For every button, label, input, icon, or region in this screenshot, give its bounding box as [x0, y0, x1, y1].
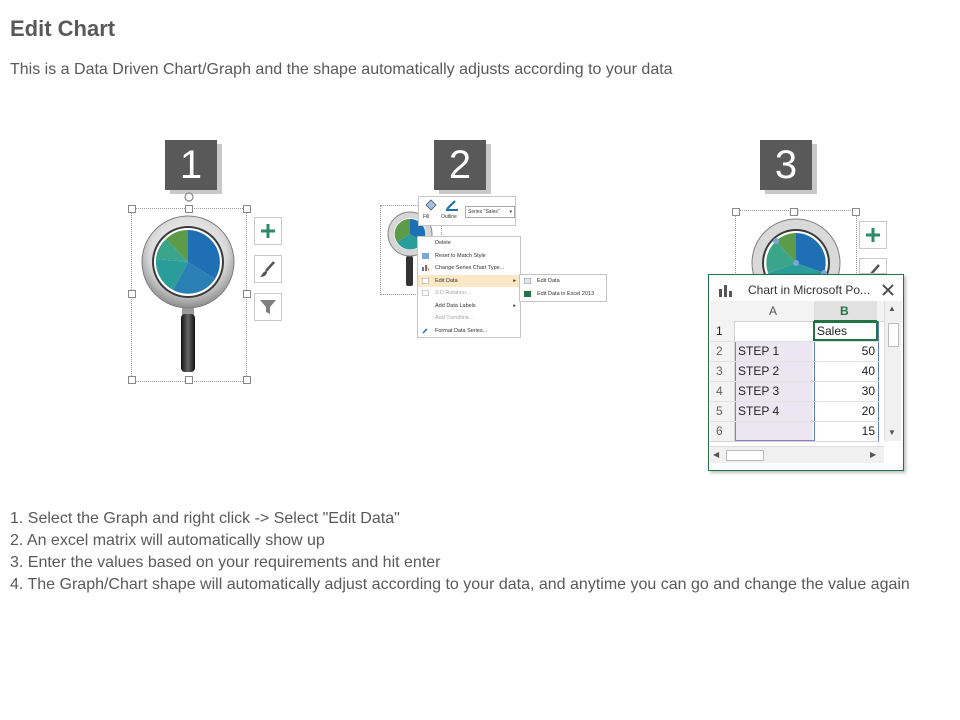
excel-window-title: Chart in Microsoft Po... [748, 283, 871, 297]
brush-icon [863, 262, 883, 274]
series-select-value: Series "Sales" [468, 209, 500, 215]
cell-a3[interactable]: STEP 2 [738, 364, 780, 378]
row-number: 5 [716, 404, 723, 418]
instruction-1: 1. Select the Graph and right click -> Select "Edit Data" [10, 510, 400, 527]
step-3-badge: 3 [760, 140, 812, 190]
menu-item-delete[interactable]: Delete [418, 237, 520, 250]
format-mini-toolbar [418, 196, 516, 226]
chart-elements-button[interactable] [254, 217, 282, 245]
table-icon [524, 278, 531, 284]
menu-item-add-trendline[interactable]: Add Trendline... [435, 315, 474, 321]
format-icon [422, 328, 429, 334]
cell-a2[interactable]: STEP 1 [738, 344, 780, 358]
column-header-a[interactable]: A [769, 304, 778, 318]
scroll-right-icon[interactable]: ▶ [870, 450, 877, 459]
magnifier-pie-chart[interactable] [136, 214, 240, 374]
row-number: 6 [716, 424, 723, 438]
cell-b6[interactable]: 15 [861, 424, 875, 438]
chart-elements-button-3[interactable] [859, 221, 887, 249]
menu-item-3d-rotation[interactable]: 3-D Rotation... [418, 287, 520, 300]
excel-icon [524, 291, 531, 297]
close-icon[interactable] [881, 283, 895, 297]
outline-label[interactable]: Outline [441, 214, 457, 220]
menu-item-format-data-series[interactable]: Format Data Series... [418, 325, 520, 338]
edit-data-submenu [519, 274, 607, 302]
cell-b2[interactable]: 50 [861, 344, 875, 358]
horizontal-scrollbar[interactable] [710, 446, 884, 463]
chevron-down-icon: ▾ [509, 209, 512, 215]
step-1-panel [128, 186, 288, 386]
step-2-panel [376, 190, 616, 340]
instruction-2: 2. An excel matrix will automatically show up [10, 532, 325, 549]
menu-item-add-data-labels[interactable]: Add Data Labels ▸ [418, 300, 520, 313]
submenu-arrow-icon: ▸ [513, 302, 516, 309]
menu-item-edit-data[interactable]: Edit Data ▸ [418, 275, 520, 288]
chart-type-icon [422, 265, 429, 271]
brush-icon [258, 259, 278, 279]
chart-styles-button-3[interactable] [859, 258, 887, 274]
rotate-handle-icon[interactable] [182, 190, 196, 204]
scroll-left-icon[interactable]: ◀ [713, 450, 720, 459]
scroll-down-icon[interactable]: ▼ [888, 428, 896, 437]
rotation-icon [422, 290, 429, 296]
fill-label[interactable]: Fill [423, 214, 430, 220]
fill-bucket-icon[interactable] [424, 199, 438, 211]
chart-filters-button[interactable] [254, 293, 282, 321]
context-menu [417, 236, 521, 338]
scrollbar-thumb[interactable] [888, 323, 899, 347]
edit-data-icon [422, 278, 429, 284]
menu-item-reset-style[interactable]: Reset to Match Style [418, 250, 520, 263]
cell-b3[interactable]: 40 [861, 364, 875, 378]
scroll-up-icon[interactable]: ▲ [888, 304, 896, 313]
outline-pen-icon[interactable] [445, 199, 459, 211]
submenu-arrow-icon: ▸ [513, 277, 516, 284]
cell-b5[interactable]: 20 [861, 404, 875, 418]
cell-b4[interactable]: 30 [861, 384, 875, 398]
plus-icon [258, 221, 278, 241]
step-2-badge: 2 [434, 140, 486, 190]
step-1-badge: 1 [165, 140, 217, 190]
cell-b1[interactable]: Sales [817, 324, 848, 338]
step-3-chart [732, 205, 862, 285]
instruction-4: 4. The Graph/Chart shape will automatically adjust according to your data, and anytime you can go and change the value again [10, 576, 910, 593]
row-number: 2 [716, 344, 723, 358]
chart-icon [718, 283, 734, 297]
row-number: 3 [716, 364, 723, 378]
page-title: Edit Chart [10, 16, 116, 41]
chart-styles-button[interactable] [254, 255, 282, 283]
cell-a5[interactable]: STEP 4 [738, 404, 780, 418]
delete-icon [422, 240, 429, 246]
reset-icon [422, 253, 429, 259]
submenu-item-edit-in-excel[interactable]: Edit Data in Excel 2013 [520, 288, 606, 301]
horizontal-scrollbar-thumb[interactable] [726, 450, 764, 461]
cell-a4[interactable]: STEP 3 [738, 384, 780, 398]
excel-data-window [708, 274, 904, 471]
row-number: 4 [716, 384, 723, 398]
vertical-scrollbar[interactable] [884, 301, 901, 441]
page-subtitle: This is a Data Driven Chart/Graph and the shape automatically adjusts according to your data [10, 61, 673, 78]
menu-item-change-chart-type[interactable]: Change Series Chart Type... [418, 262, 520, 275]
submenu-item-edit-data[interactable]: Edit Data [520, 275, 606, 288]
instruction-3: 3. Enter the values based on your requirements and hit enter [10, 554, 441, 571]
row-number: 1 [716, 324, 723, 338]
plus-icon [863, 225, 883, 245]
series-select[interactable] [465, 206, 515, 218]
column-header-b[interactable]: B [840, 304, 849, 318]
filter-icon [258, 297, 278, 317]
